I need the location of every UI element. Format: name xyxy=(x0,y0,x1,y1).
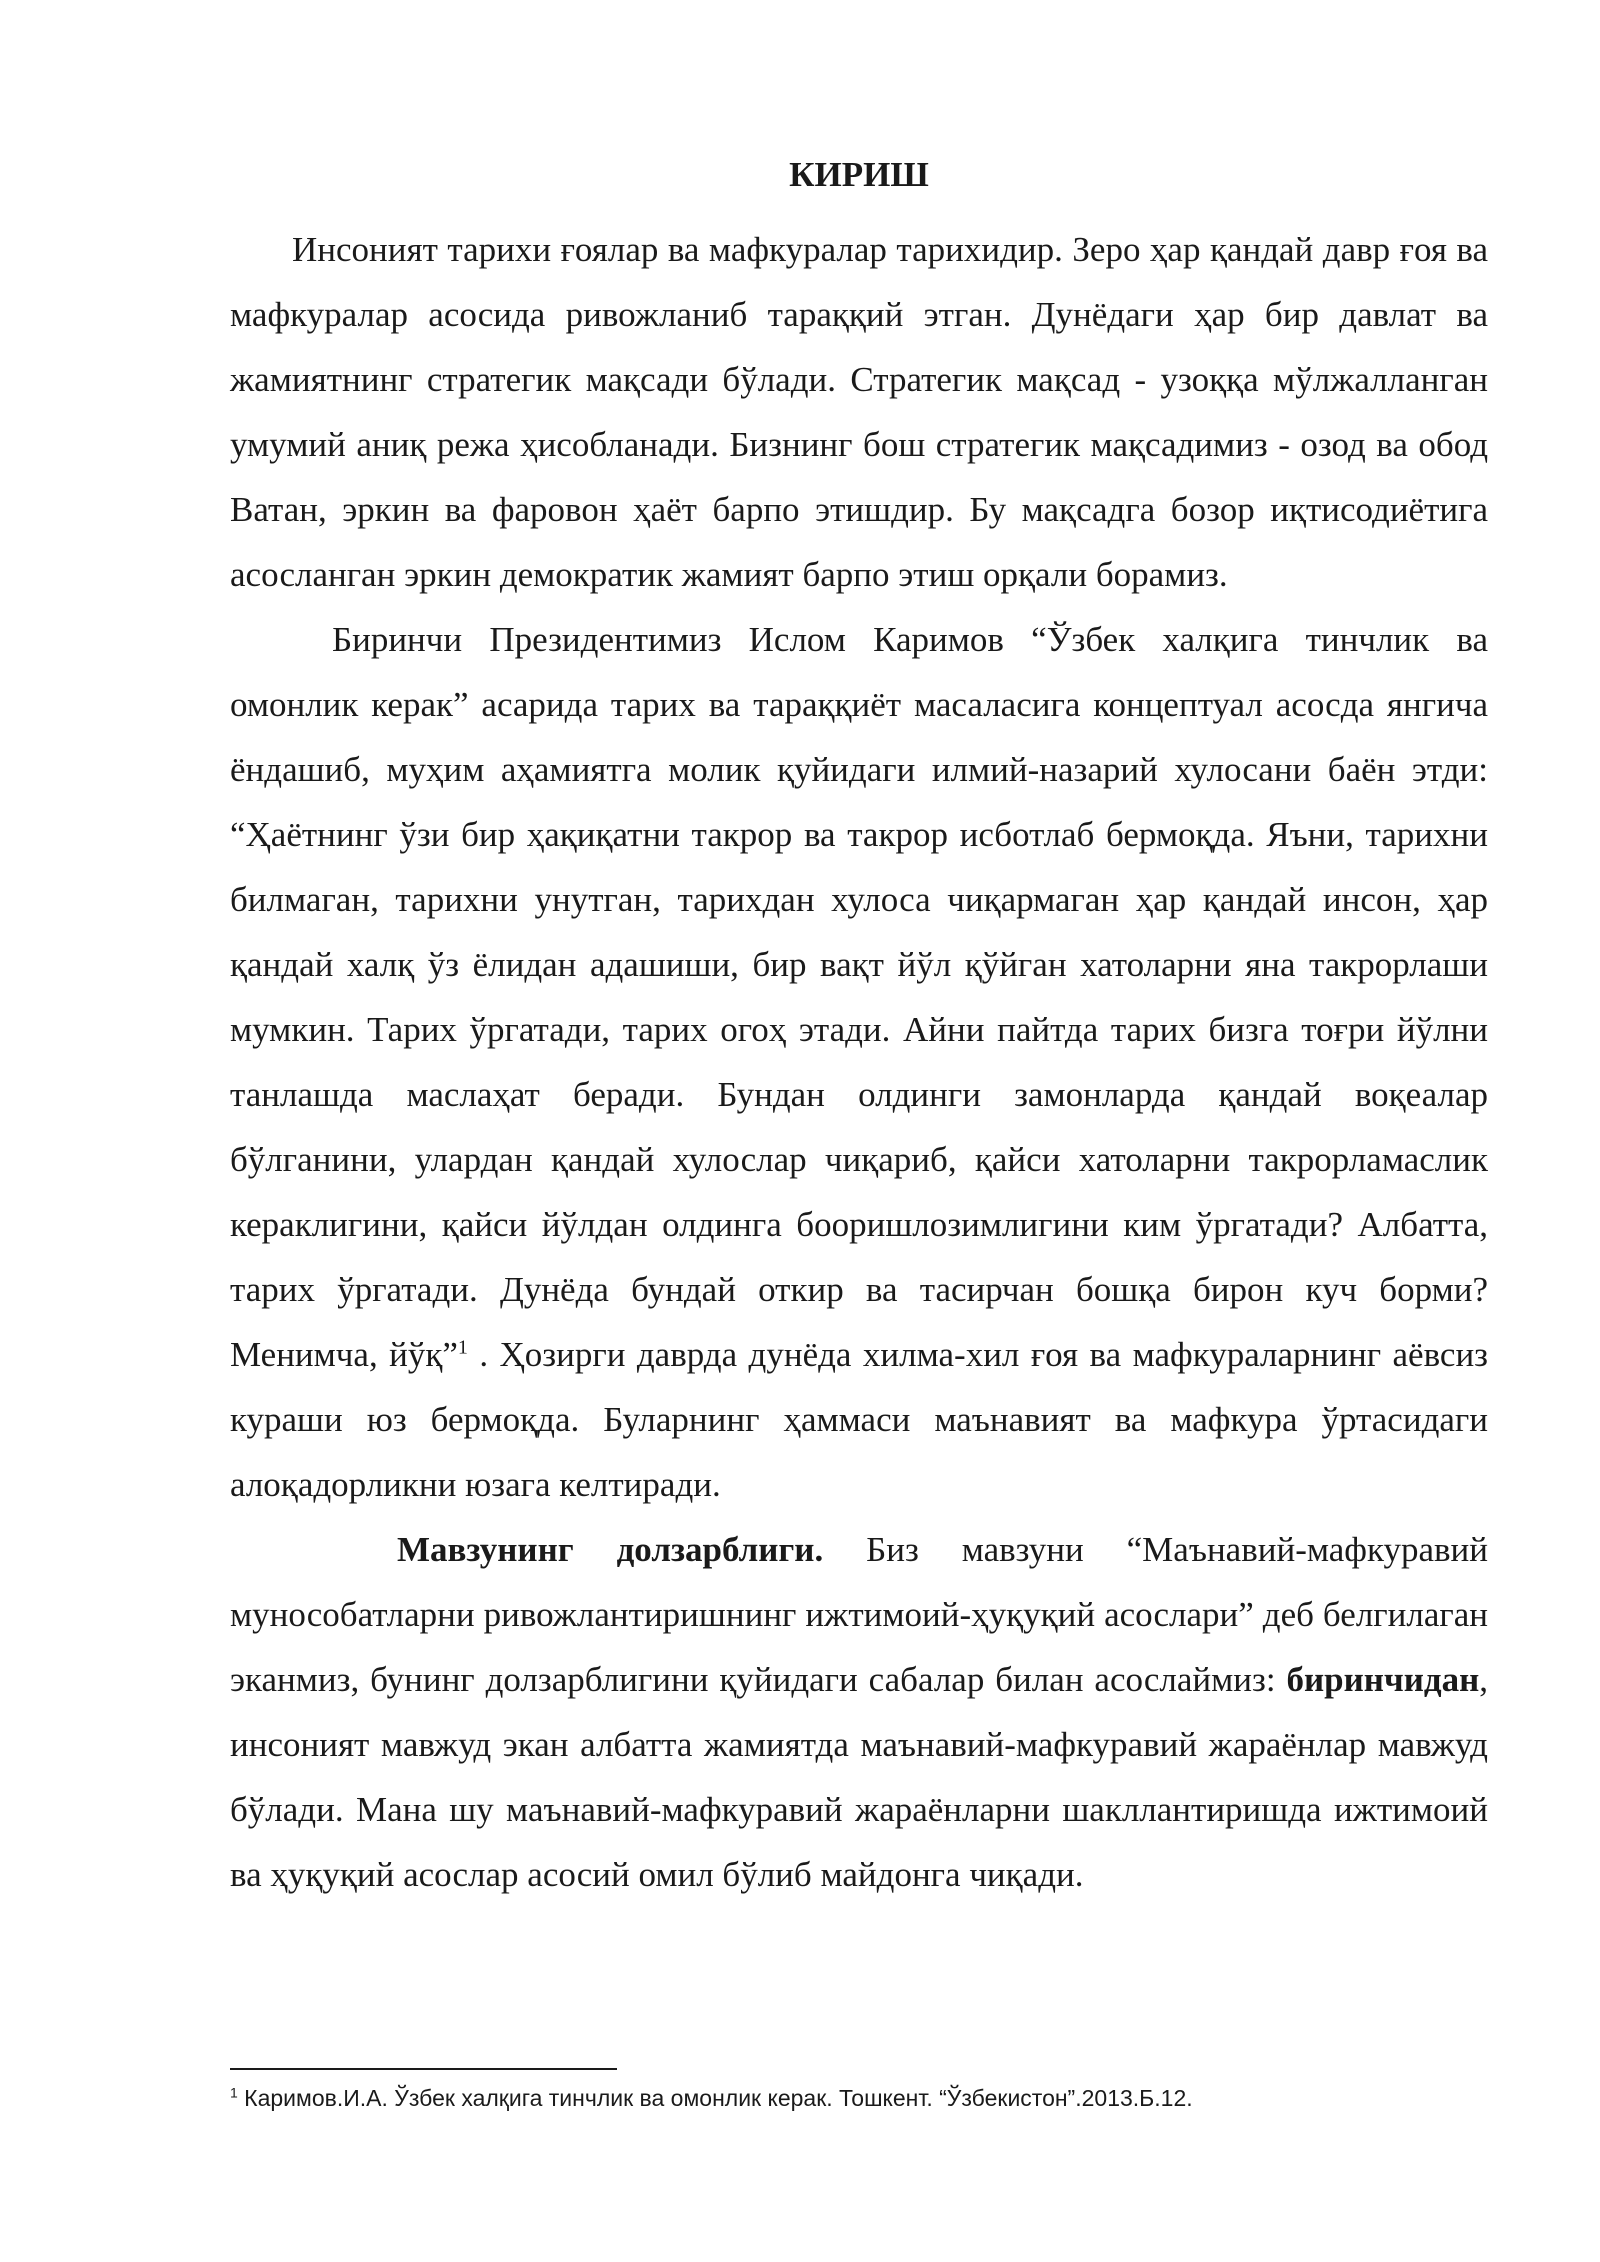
footnote-number: 1 xyxy=(230,2084,238,2101)
relevance-heading: Мавзунинг долзарблиги. xyxy=(397,1530,824,1569)
footnote-separator xyxy=(230,2068,617,2070)
paragraph-relevance xyxy=(230,1517,1488,1907)
quote-continuation: . Ҳозирги даврда дунёда хилма-хил ғоя ва мафкураларнинг аёвсиз кураши юз бермоқда. Буларнинг ҳаммаси маънавият ва мафкура ўртасидаги алоқадорликни юзага келтиради. xyxy=(230,1335,1488,1504)
footnote xyxy=(230,2082,1488,2114)
document-body xyxy=(230,150,1488,1907)
paragraph-introduction: Инсоният тарихи ғоялар ва мафкуралар тарихидир. Зеро ҳар қандай давр ғоя ва мафкуралар асосида ривожланиб тараққий этган. Дунёдаги ҳар бир давлат ва жамиятнинг стратегик мақсади бўлади. Стратегик мақсад - узоққа мўлжалланган умумий аниқ режа ҳисобланади. Бизнинг бош стратегик мақсадимиз - озод ва обод Ватан, эркин ва фаровон ҳаёт барпо этишдир. Бу мақсадга бозор иқтисодиётига асосланган эркин демократик жамият барпо этиш орқали борамиз. xyxy=(230,230,1488,594)
relevance-text-2: , инсоният мавжуд экан албатта жамиятда маънавий-мафкуравий жараёнлар мавжуд бўлади. Мана шу маънавий-мафкуравий жараёнларни шакллантиришда ижтимоий ва ҳуқуқий асослар асосий омил бўлиб майдонга чиқади. xyxy=(230,1660,1488,1894)
footnote-text: Каримов.И.А. Ўзбек халқига тинчлик ва омонлик керак. Тошкент. “Ўзбекистон”.2013.Б.12. xyxy=(237,2085,1193,2111)
page-title: КИРИШ xyxy=(789,155,929,194)
footnote-reference[interactable]: 1 xyxy=(457,1336,468,1359)
relevance-firstly: биринчидан xyxy=(1286,1660,1480,1699)
paragraph-karimov-quote xyxy=(230,607,1488,1517)
quote-text: Биринчи Президентимиз Ислом Каримов “Ўзбек халқига тинчлик ва омонлик керак” асарида тарих ва тараққиёт масаласига концептуал асосда янгича ёндашиб, муҳим аҳамиятга молик қуйидаги илмий-назарий хулосани баён этди: “Ҳаётнинг ўзи бир ҳақиқатни такрор ва такрор исботлаб бермоқда. Яъни, тарихни билмаган, тарихни унутган, тарихдан хулоса чиқармаган ҳар қандай инсон, ҳар қандай халқ ўз ёлидан адашиши, бир вақт йўл қўйган хатоларни яна такрорлаши мумкин. Тарих ўргатади, тарих огоҳ этади. Айни пайтда тарих бизга тоғри йўлни танлашда маслаҳат беради. Бундан олдинги замонларда қандай воқеалар бўлганини, улардан қандай хулослар чиқариб, қайси хатоларни такрорламаслик кераклигини, қайси йўлдан олдинга бооришлозимлигини ким ўргатади? Албатта, тарих ўргатади. Дунёда бундай откир ва тасирчан бошқа бирон куч борми? Менимча, йўқ” xyxy=(230,620,1488,1374)
relevance-text-1: Биз мавзуни “Маънавий-мафкуравий мунособатларни ривожлантиришнинг ижтимоий-ҳуқуқий асослари” деб белгилаган эканмиз, бунинг долзарблигини қуйидаги сабалар билан асослаймиз: xyxy=(230,1530,1488,1699)
